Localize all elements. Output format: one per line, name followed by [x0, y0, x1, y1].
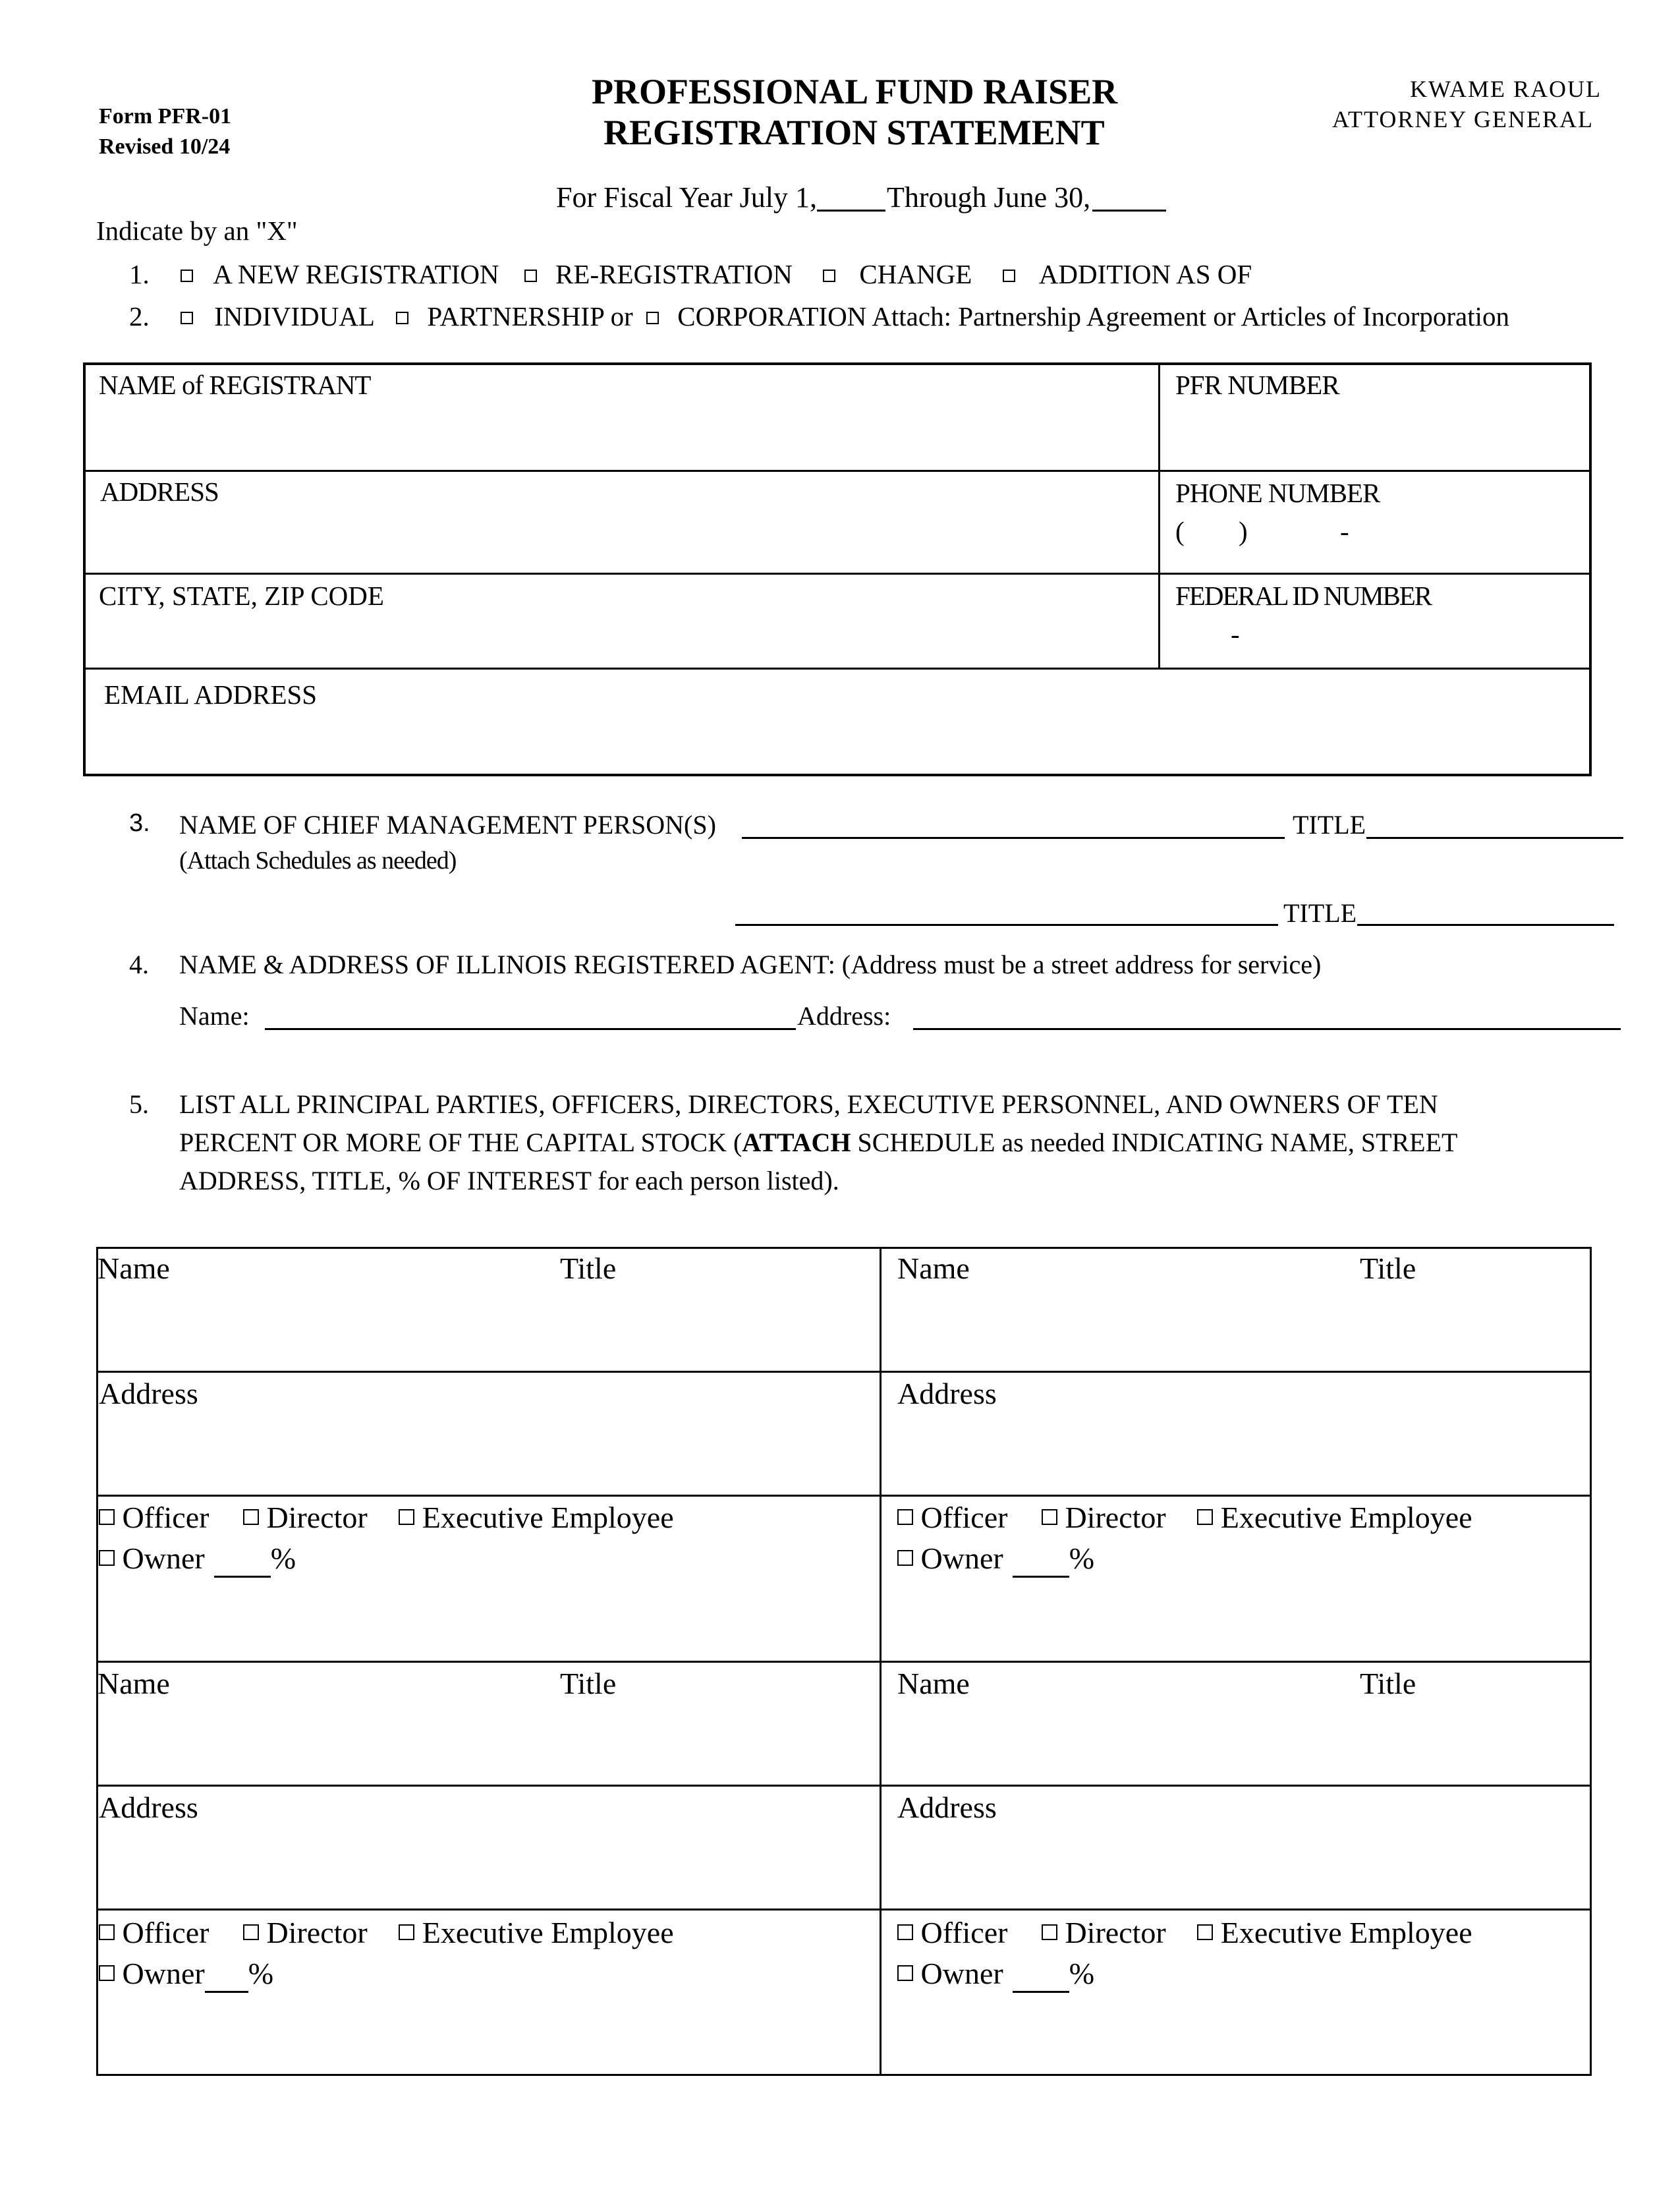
addition-label: ADDITION AS OF	[1038, 259, 1252, 289]
officer-label: Officer	[920, 1916, 1008, 1949]
party3-executive-checkbox[interactable]	[399, 1924, 414, 1940]
party2-name-title-field[interactable]	[882, 1249, 1590, 1369]
attach-schedules-note: (Attach Schedules as needed)	[179, 847, 457, 875]
party2-officer-checkbox[interactable]	[897, 1509, 913, 1525]
registrant-column-divider	[1158, 362, 1160, 669]
new-registration-label: A NEW REGISTRATION	[213, 259, 499, 289]
federal-id-label: FEDERAL ID NUMBER	[1175, 581, 1432, 611]
party4-address-label: Address	[897, 1791, 997, 1824]
individual-checkbox[interactable]	[181, 312, 193, 324]
party3-owner-percent-field[interactable]	[205, 1956, 248, 1993]
officer-label: Officer	[122, 1501, 210, 1534]
party1-address-label: Address	[99, 1377, 198, 1410]
party3-roles	[99, 1915, 674, 1950]
fiscal-year-prefix: For Fiscal Year July 1,	[556, 181, 818, 214]
party3-owner-row	[99, 1956, 273, 1993]
party1-name-label: Name	[98, 1251, 170, 1285]
fiscal-year-middle: Through June 30,	[887, 181, 1091, 214]
party2-owner-row	[897, 1541, 1094, 1578]
form-title-line2: REGISTRATION STATEMENT	[603, 113, 1105, 152]
corporation-checkbox[interactable]	[646, 312, 659, 324]
party3-name-title-field[interactable]	[98, 1663, 878, 1783]
party4-name-label: Name	[897, 1667, 970, 1700]
corporation-label: CORPORATION Attach: Partnership Agreement or Articles of Incorporation	[677, 301, 1510, 331]
party1-executive-checkbox[interactable]	[399, 1509, 414, 1525]
party4-roles	[897, 1915, 1472, 1950]
attach-emphasis: ATTACH	[742, 1128, 851, 1157]
re-registration-label: RE-REGISTRATION	[555, 259, 793, 289]
party2-roles	[897, 1500, 1472, 1535]
agent-address-field[interactable]	[913, 1028, 1621, 1030]
party2-executive-checkbox[interactable]	[1197, 1509, 1213, 1525]
form-number: Form PFR-01	[99, 104, 232, 129]
table-row-divider	[96, 1495, 1592, 1497]
party4-executive-checkbox[interactable]	[1197, 1924, 1213, 1940]
party1-owner-percent-field[interactable]	[214, 1541, 271, 1578]
official-title: ATTORNEY GENERAL	[1332, 106, 1594, 132]
director-label: Director	[266, 1916, 368, 1949]
party2-name-label: Name	[897, 1251, 970, 1285]
party3-owner-checkbox[interactable]	[99, 1965, 115, 1981]
individual-label: INDIVIDUAL	[214, 301, 375, 331]
new-registration-checkbox[interactable]	[181, 270, 193, 282]
chief-management-label: NAME OF CHIEF MANAGEMENT PERSON(S)	[179, 810, 716, 840]
party3-address-label: Address	[99, 1791, 198, 1824]
executive-label: Executive Employee	[422, 1501, 674, 1534]
change-checkbox[interactable]	[823, 270, 835, 282]
re-registration-checkbox[interactable]	[524, 270, 537, 282]
party3-address-field[interactable]	[98, 1787, 878, 1907]
percent-sign: %	[1069, 1957, 1095, 1990]
city-state-zip-label: CITY, STATE, ZIP CODE	[99, 581, 384, 611]
principal-parties-line1: LIST ALL PRINCIPAL PARTIES, OFFICERS, DIRECTORS, EXECUTIVE PERSONNEL, AND OWNERS OF TEN	[179, 1089, 1438, 1119]
fiscal-start-year-field[interactable]	[817, 210, 885, 212]
director-label: Director	[1065, 1916, 1166, 1949]
phone-area-close: )	[1239, 516, 1248, 546]
party4-title-label: Title	[1360, 1667, 1416, 1700]
title-label-1: TITLE	[1293, 810, 1366, 840]
party1-address-field[interactable]	[98, 1373, 878, 1493]
party4-owner-row	[897, 1956, 1094, 1993]
party2-title-label: Title	[1360, 1251, 1416, 1285]
party4-officer-checkbox[interactable]	[897, 1924, 913, 1940]
agent-address-label: Address:	[797, 1001, 891, 1031]
address-label: ADDRESS	[100, 476, 219, 507]
partnership-checkbox[interactable]	[396, 312, 408, 324]
agent-name-label: Name:	[179, 1001, 250, 1031]
item2-number: 2.	[129, 301, 150, 331]
fiscal-end-year-field[interactable]	[1092, 210, 1166, 212]
officer-label: Officer	[920, 1501, 1008, 1534]
chief-management-name-field-2[interactable]	[735, 924, 1278, 926]
party2-director-checkbox[interactable]	[1042, 1509, 1057, 1525]
party4-director-checkbox[interactable]	[1042, 1924, 1057, 1940]
title-label-2: TITLE	[1283, 898, 1357, 928]
line2-text: PERCENT OR MORE OF THE CAPITAL STOCK (	[179, 1128, 742, 1157]
owner-label: Owner	[122, 1541, 205, 1575]
party4-owner-checkbox[interactable]	[897, 1965, 913, 1981]
form-title-line1: PROFESSIONAL FUND RAISER	[592, 72, 1118, 111]
party4-owner-percent-field[interactable]	[1013, 1956, 1069, 1993]
revised-date: Revised 10/24	[99, 134, 231, 159]
party3-director-checkbox[interactable]	[243, 1924, 259, 1940]
chief-management-title-field-1[interactable]	[1366, 837, 1623, 839]
party1-name-title-field[interactable]	[98, 1249, 878, 1369]
phone-area-open: (	[1175, 516, 1185, 546]
line2-text-end: SCHEDULE as needed INDICATING NAME, STREET	[851, 1128, 1458, 1157]
director-label: Director	[1065, 1501, 1166, 1534]
agent-name-field[interactable]	[265, 1028, 796, 1030]
change-label: CHANGE	[859, 259, 972, 289]
party2-owner-percent-field[interactable]	[1013, 1541, 1069, 1578]
owner-label: Owner	[920, 1957, 1003, 1990]
party4-name-title-field[interactable]	[882, 1663, 1590, 1783]
party2-address-label: Address	[897, 1377, 997, 1410]
party1-title-label: Title	[560, 1251, 617, 1285]
percent-sign: %	[1069, 1541, 1095, 1575]
principal-parties-line2	[179, 1127, 1457, 1158]
party1-owner-checkbox[interactable]	[99, 1550, 115, 1566]
pfr-number-label: PFR NUMBER	[1175, 370, 1339, 400]
party3-title-label: Title	[560, 1667, 617, 1700]
official-name: KWAME RAOUL	[1410, 76, 1602, 102]
registration-type-row	[181, 258, 1252, 290]
address-field[interactable]	[86, 472, 1157, 571]
item4-number: 4.	[129, 950, 149, 979]
indicate-instruction: Indicate by an "X"	[96, 215, 298, 246]
party1-director-checkbox[interactable]	[243, 1509, 259, 1525]
owner-label: Owner	[122, 1957, 205, 1990]
chief-management-title-field-2[interactable]	[1357, 924, 1614, 926]
federal-id-dash: -	[1231, 619, 1240, 649]
executive-label: Executive Employee	[1220, 1501, 1472, 1534]
item3-number: 3.	[129, 809, 150, 837]
executive-label: Executive Employee	[1220, 1916, 1472, 1949]
partnership-label: PARTNERSHIP or	[427, 301, 633, 331]
principal-parties-line3: ADDRESS, TITLE, % OF INTEREST for each person listed).	[179, 1166, 839, 1195]
item1-number: 1.	[129, 259, 150, 289]
director-label: Director	[266, 1501, 368, 1534]
party1-owner-row	[99, 1541, 296, 1578]
party1-officer-checkbox[interactable]	[99, 1509, 115, 1525]
party2-owner-checkbox[interactable]	[897, 1550, 913, 1566]
party3-officer-checkbox[interactable]	[99, 1924, 115, 1940]
registered-agent-label: NAME & ADDRESS OF ILLINOIS REGISTERED AGENT: (Address must be a street address for service)	[179, 950, 1322, 979]
entity-type-row	[181, 301, 1509, 332]
phone-dash: -	[1340, 516, 1349, 546]
officer-label: Officer	[122, 1916, 210, 1949]
chief-management-name-field-1[interactable]	[742, 837, 1285, 839]
party3-name-label: Name	[98, 1667, 170, 1700]
item5-number: 5.	[129, 1089, 149, 1119]
registrant-name-label: NAME of REGISTRANT	[99, 370, 371, 400]
phone-number-label: PHONE NUMBER	[1175, 478, 1380, 508]
party1-roles	[99, 1500, 674, 1535]
table-row-divider	[96, 1909, 1592, 1910]
email-address-label: EMAIL ADDRESS	[104, 679, 318, 710]
executive-label: Executive Employee	[422, 1916, 674, 1949]
percent-sign: %	[270, 1541, 296, 1575]
addition-checkbox[interactable]	[1003, 270, 1015, 282]
owner-label: Owner	[920, 1541, 1003, 1575]
percent-sign: %	[248, 1957, 274, 1990]
